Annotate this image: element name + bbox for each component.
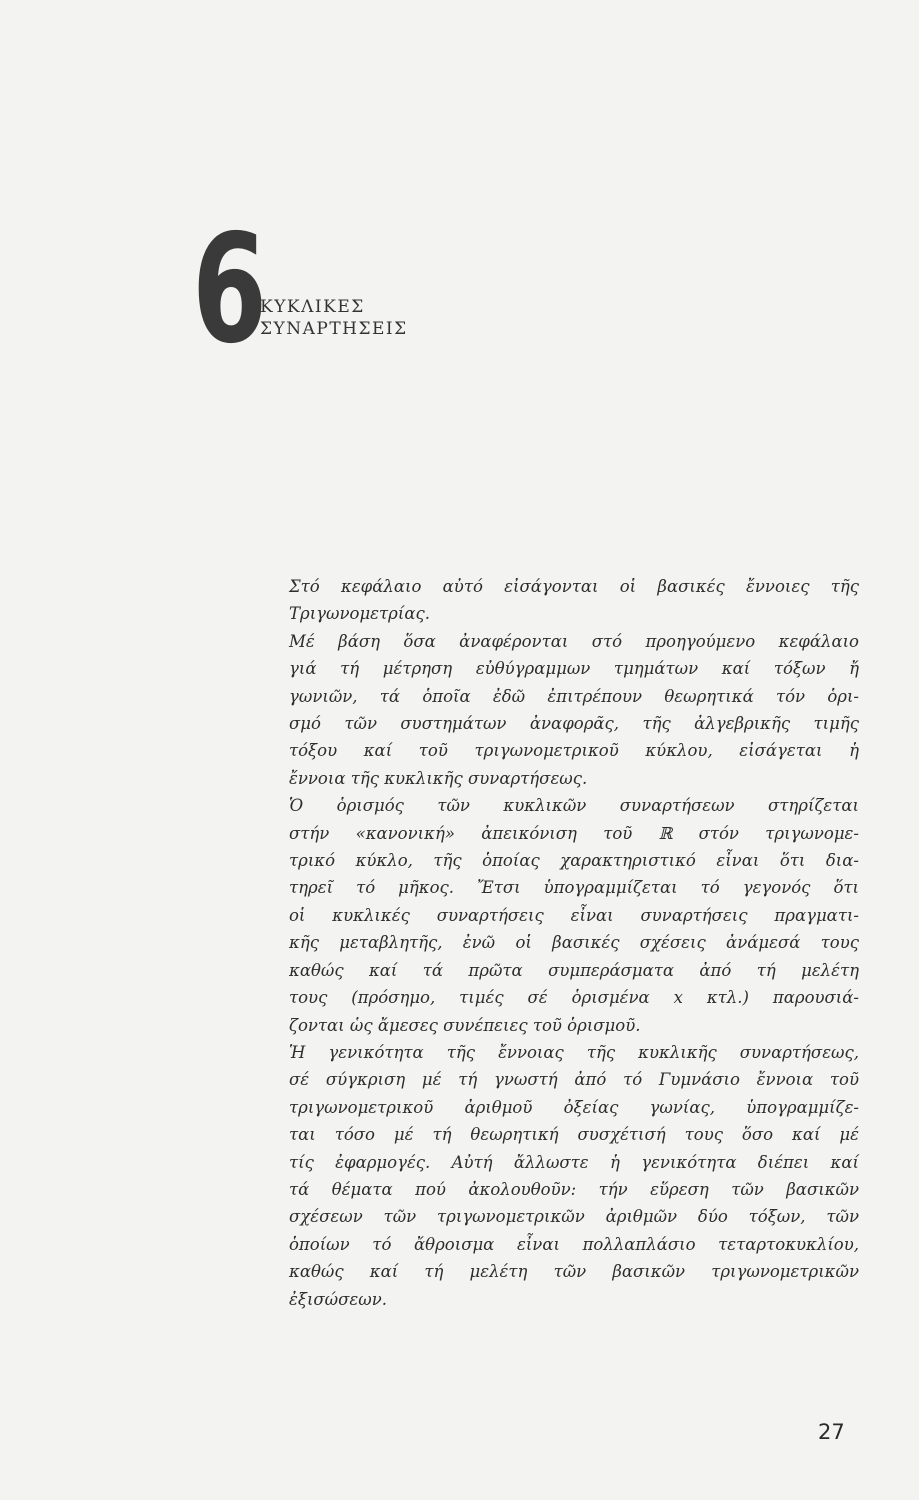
text-line: τρικό κύκλο, τῆς ὁποίας χαρακτηριστικό εἶναι ὅτι δια- [289, 851, 859, 871]
text-line: οἱ κυκλικές συναρτήσεις εἶναι συναρτήσεις πραγματι- [289, 905, 859, 925]
text-line: Τριγωνομετρίας. [289, 604, 430, 624]
text-line: σμό τῶν συστημάτων ἀναφορᾶς, τῆς ἀλγεβρικῆς τιμῆς [289, 714, 859, 734]
chapter-title-line-2: ΣΥΝΑΡΤΗΣΕΙΣ [260, 319, 408, 339]
chapter-number: 6 [192, 203, 266, 377]
chapter-intro-text [289, 573, 859, 1313]
text-line: τηρεῖ τό μῆκος. Ἔτσι ὑπογραμμίζεται τό γεγονός ὅτι [289, 878, 859, 898]
page-number: 27 [818, 1420, 845, 1444]
text-line: καθώς καί τή μελέτη τῶν βασικῶν τριγωνομετρικῶν [289, 1262, 859, 1282]
chapter-title [260, 296, 408, 340]
text-line: γωνιῶν, τά ὁποῖα ἐδῶ ἐπιτρέπουν θεωρητικά τόν ὁρι- [289, 686, 859, 706]
text-line: σέ σύγκριση μέ τή γνωστή ἀπό τό Γυμνάσιο ἔννοια τοῦ [289, 1070, 859, 1090]
text-line: τά θέματα πού ἀκολουθοῦν: τήν εὕρεση τῶν βασικῶν [289, 1179, 859, 1199]
text-line: τίς ἐφαρμογές. Αὐτή ἄλλωστε ἡ γενικότητα διέπει καί [289, 1152, 859, 1172]
text-line: γιά τή μέτρηση εὐθύγραμμων τμημάτων καί τόξων ἤ [289, 659, 859, 679]
text-line: Στό κεφάλαιο αὐτό εἰσάγονται οἱ βασικές ἔννοιες τῆς [289, 577, 859, 596]
text-line: Μέ βάση ὅσα ἀναφέρονται στό προηγούμενο κεφάλαιο [289, 631, 859, 651]
text-line: Ὁ ὁρισμός τῶν κυκλικῶν συναρτήσεων στηρίζεται [289, 796, 859, 816]
text-line: Ἡ γενικότητα τῆς ἔννοιας τῆς κυκλικῆς συναρτήσεως, [289, 1042, 859, 1062]
text-line: τόξου καί τοῦ τριγωνομετρικοῦ κύκλου, εἰσάγεται ἡ [289, 741, 859, 761]
text-line: ὁποίων τό ἄθροισμα εἶναι πολλαπλάσιο τεταρτοκυκλίου, [289, 1234, 859, 1254]
text-line: σχέσεων τῶν τριγωνομετρικῶν ἀριθμῶν δύο τόξων, τῶν [289, 1207, 859, 1227]
text-line: ται τόσο μέ τή θεωρητική συσχέτισή τους ὅσο καί μέ [289, 1125, 859, 1145]
text-line: τους (πρόσημο, τιμές σέ ὁρισμένα x κτλ.) παρουσιά- [289, 988, 859, 1008]
text-line: στήν «κανονική» ἀπεικόνιση τοῦ ℝ στόν τριγωνομε- [289, 823, 859, 843]
text-line: ἐξισώσεων. [289, 1289, 387, 1309]
text-line: κῆς μεταβλητῆς, ἐνῶ οἱ βασικές σχέσεις ἀνάμεσά τους [289, 933, 859, 953]
text-line: καθώς καί τά πρῶτα συμπεράσματα ἀπό τή μελέτη [289, 960, 859, 980]
text-line: ἔννοια τῆς κυκλικῆς συναρτήσεως. [289, 768, 588, 788]
text-line: τριγωνομετρικοῦ ἀριθμοῦ ὀξείας γωνίας, ὑπογραμμίζε- [289, 1097, 859, 1117]
chapter-title-line-1: ΚΥΚΛΙΚΕΣ [260, 297, 365, 317]
text-line: ζονται ὡς ἄμεσες συνέπειες τοῦ ὁρισμοῦ. [289, 1015, 641, 1035]
